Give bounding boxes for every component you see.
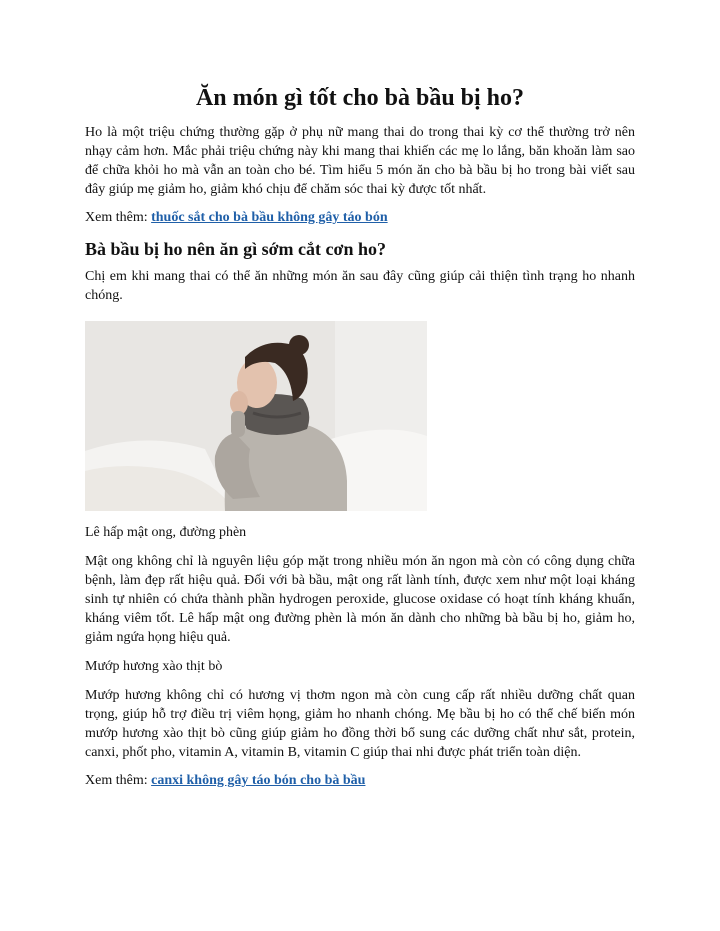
item1-title: Lê hấp mật ong, đường phèn [85, 525, 247, 540]
item2-title: Mướp hương xào thịt bò [85, 659, 223, 674]
section-heading: Bà bầu bị ho nên ăn gì sớm cắt cơn ho? [85, 239, 386, 259]
photo-illustration-icon [85, 321, 427, 511]
see-also-1-prefix: Xem thêm: [85, 210, 152, 225]
section-intro-paragraph: Chị em khi mang thai có thể ăn những món ăn sau đây cũng giúp cải thiện tình trạng ho nhanh chóng. [85, 269, 635, 303]
see-also-1 [85, 208, 635, 227]
item2-paragraph: Mướp hương không chỉ có hương vị thơm ngon mà còn cung cấp rất nhiều dưỡng chất quan trọng, giúp hỗ trợ điều trị viêm họng, giảm ho nhanh chóng. Mẹ bầu bị ho có thể chế biến món mướp hương xào thịt bò cũng giúp giảm ho đồng thời bổ sung các dưỡng chất như sắt, protein, canxi, phốt pho, vitamin A, vitamin B, vitamin C giúp thai nhi được phát triển toàn diện. [85, 688, 635, 760]
document-page [85, 0, 635, 790]
article-title: Ăn món gì tốt cho bà bầu bị ho? [195, 85, 525, 111]
item1-paragraph: Mật ong không chỉ là nguyên liệu góp mặt trong nhiều món ăn ngon mà còn có công dụng chữa bệnh, làm đẹp rất hiệu quả. Đối với bà bầu, mật ong rất lành tính, được xem như một loại kháng sinh tự nhiên có chứa thành phần hydrogen peroxide, glucose oxidase có hoạt tính kháng khuẩn, kháng viêm tốt. Lê hấp mật ong đường phèn là món ăn dành cho những bà bầu bị ho, giảm ho, giảm ngứa họng hiệu quả. [85, 554, 635, 645]
see-also-2 [85, 771, 635, 790]
see-also-1-link[interactable]: thuốc sắt cho bà bầu không gây táo bón [151, 210, 388, 225]
see-also-2-link[interactable]: canxi không gây táo bón cho bà bầu [151, 773, 366, 788]
woman-coughing-photo [85, 321, 427, 511]
see-also-2-prefix: Xem thêm: [85, 773, 152, 788]
intro-paragraph: Ho là một triệu chứng thường gặp ở phụ nữ mang thai do trong thai kỳ cơ thể thường trở nên nhạy cảm hơn. Mắc phải triệu chứng này khi mang thai khiến các mẹ lo lắng, băn khoăn làm sao để chữa khỏi ho mà vẫn an toàn cho bé. Tìm hiểu 5 món ăn cho bà bầu bị ho trong bài viết sau đây giúp mẹ giảm ho, giảm khó chịu để chăm sóc thai kỳ được tốt nhất. [85, 125, 635, 197]
